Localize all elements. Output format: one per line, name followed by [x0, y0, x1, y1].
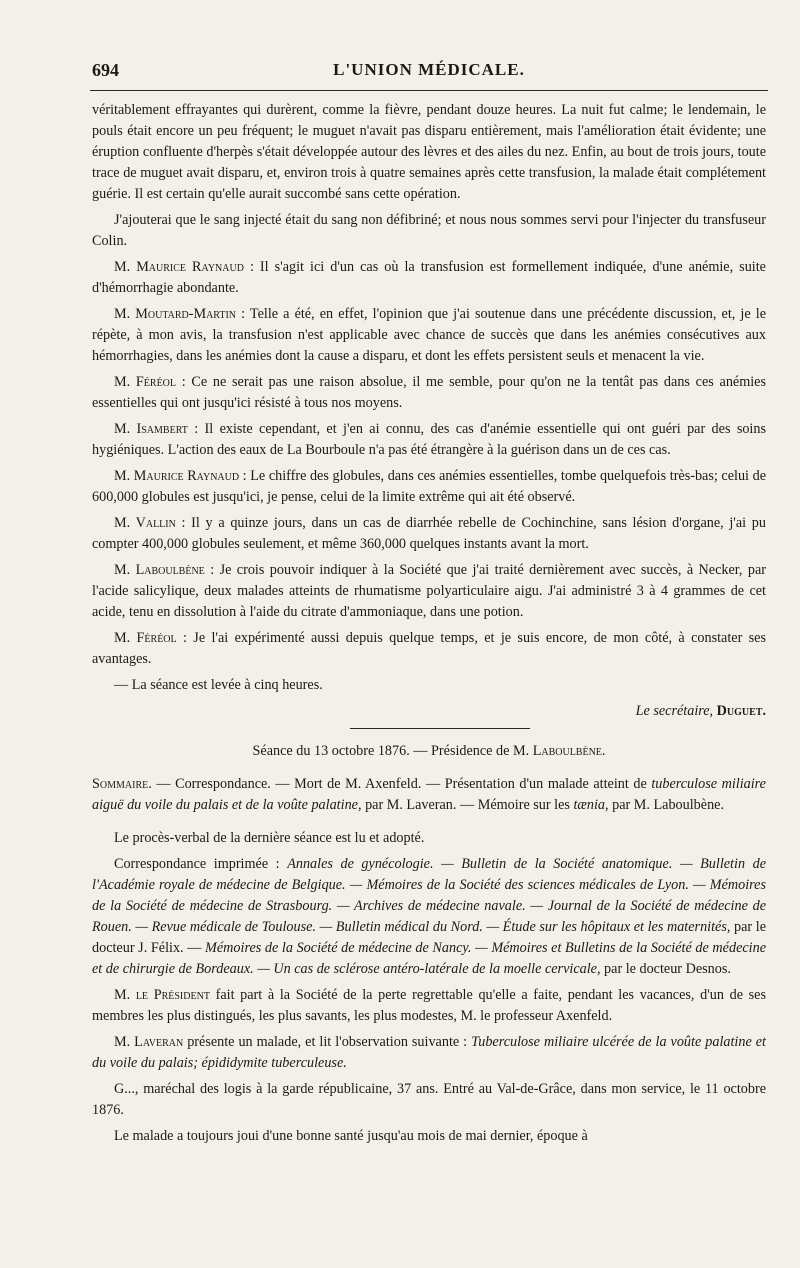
speech-text: Je l'ai expérimenté aussi depuis quelque temps, et je suis encore, de mon côté, à constater ses avantages.	[92, 630, 766, 667]
speech-text: Il y a quinze jours, dans un cas de diarrhée rebelle de Cochinchine, sans lésion d'organe, j'ai pu compter 400,000 globules seulement, et même 360,000 quelques instants avant la mort.	[92, 515, 766, 552]
session-date: Séance du 13 octobre 1876. — Présidence de M.	[252, 743, 533, 759]
speaker-name: M. Féréol :	[114, 374, 186, 390]
paragraph-isambert	[92, 419, 766, 461]
signature	[92, 701, 766, 722]
speech-text: Je crois pouvoir indiquer à la Société que j'ai traité dernièrement avec succès, à Necker, par l'acide salicylique, deux malades atteints de rhumatisme polyarticulaire aigu. J'ai administré 3 à 4 grammes de cet acide, tenu en dissolution à l'aide du citrate d'ammoniaque, dans une potion.	[92, 562, 766, 620]
running-title: L'UNION MÉDICALE.	[333, 60, 525, 79]
page-header	[92, 60, 766, 86]
correspondance-text: Correspondance imprimée :	[114, 856, 288, 872]
speech-text: présente un malade, et lit l'observation suivante :	[183, 1034, 472, 1050]
sommaire	[92, 774, 766, 816]
paragraph-raynaud-2	[92, 466, 766, 508]
speaker-name: M. Isambert :	[114, 421, 199, 437]
speech-text: Il existe cependant, et j'en ai connu, des cas d'anémie essentielle qui ont guéri par des soins hygiéniques. L'action des eaux de La Bourboule n'a pas été étrangère à la guérison dans un de ces cas.	[92, 421, 766, 458]
speaker-name: M. Laboulbène :	[114, 562, 215, 578]
paragraph-fereol-1	[92, 372, 766, 414]
header-rule	[90, 90, 768, 91]
section-separator	[350, 728, 530, 729]
paragraph-raynaud-1	[92, 257, 766, 299]
speech-text: Le chiffre des globules, dans ces anémies essentielles, tombe quelquefois très-bas; celui de 600,000 globules est jusqu'ici, je pense, celui de la limite extrême qui ait été observé.	[92, 468, 766, 505]
paragraph-vallin	[92, 513, 766, 555]
correspondance-italic: Annales de gynécologie. — Bulletin de la Société anatomique. — Bulletin de l'Académie royale de médecine de Belgique. — Mémoires de la Société des sciences médicales de Lyon. — Mémoires de la Société de médecine de Strasbourg. — Archives de médecine navale. — Journal de la Société de médecine de Rouen. — Revue médicale de Toulouse. — Bulletin médical du Nord. — Étude sur les hôpitaux et les maternités,	[92, 856, 766, 935]
sommaire-italic: tuberculose miliaire aiguë du voile du palais et de la voûte palatine	[92, 776, 766, 813]
correspondance-italic: Mémoires de la Société de médecine de Nancy. — Mémoires et Bulletins de la Société de médecine et de chirurgie de Bordeaux. — Un cas de sclérose antéro-latérale de la moelle cervicale,	[92, 940, 766, 977]
speech-text: fait part à la Société de la perte regrettable qu'elle a faite, pendant les vacances, d'un de ses membres les plus distingués, les plus savants, les plus modestes, M. le professeur Axenfeld.	[92, 987, 767, 1024]
session-president: Laboulbène.	[532, 743, 606, 759]
paragraph-moutard-martin	[92, 304, 766, 367]
speech-text: Telle a été, en effet, l'opinion que j'ai soutenue dans une précédente discussion, et, je le répète, à mon avis, la transfusion n'est applicable avec chance de succès que dans les anémies consécutives aux hémorrhagies, dans les anémies dont la cause a disparu, et dont les effets persistent seuls et menacent la vie.	[92, 306, 766, 364]
speech-text: Ce ne serait pas une raison absolue, il me semble, pour qu'on ne la tentât pas dans ces anémies essentielles qui ont jusqu'ici résisté à tous nos moyens.	[92, 374, 767, 411]
paragraph-laveran	[92, 1032, 766, 1074]
speaker-name: M. Laveran	[114, 1034, 184, 1050]
sommaire-text: , par M. Laboulbène.	[605, 797, 725, 813]
sommaire-italic: tænia	[573, 797, 606, 813]
speaker-name: M. Féréol :	[114, 630, 187, 646]
sommaire-text: , par M. Laveran. — Mémoire sur les	[357, 797, 574, 813]
sommaire-text: — Correspondance. — Mort de M. Axenfeld. — Présentation d'un malade atteint de	[151, 776, 652, 792]
signature-name: Duguet.	[716, 703, 766, 719]
speech-text: Il s'agit ici d'un cas où la transfusion est formellement indiquée, d'une anémie, suite d'hémorrhagie abondante.	[92, 259, 766, 296]
speaker-name: M. Maurice Raynaud :	[114, 259, 254, 275]
observation-title: Tuberculose miliaire ulcérée de la voûte palatine et du voile du palais; épididymite tuberculeuse.	[92, 1034, 766, 1071]
session-heading	[92, 741, 766, 762]
case-intro: G..., maréchal des logis à la garde républicaine, 37 ans. Entré au Val-de-Grâce, dans mon service, le 11 octobre 1876.	[92, 1081, 766, 1118]
speaker-name: M. Moutard-Martin :	[114, 306, 246, 322]
proces-verbal: Le procès-verbal de la dernière séance est lu et adopté.	[114, 830, 425, 846]
speaker-name: M. Vallin :	[114, 515, 186, 531]
page-body	[92, 100, 766, 1152]
speaker-name: M. le Président	[114, 987, 210, 1003]
correspondance-text: par le docteur Desnos.	[600, 961, 731, 977]
closing-line: — La séance est levée à cinq heures.	[114, 677, 323, 693]
paragraph-president	[92, 985, 766, 1027]
correspondance	[92, 854, 766, 980]
page-number: 694	[92, 60, 119, 80]
sommaire-label: Sommaire.	[92, 776, 152, 792]
signature-role: Le secrétaire,	[635, 703, 714, 719]
paragraph-transfuseur: J'ajouterai que le sang injecté était du sang non défibriné; et nous nous sommes servi pour l'injecter du transfuseur Colin.	[92, 212, 766, 249]
paragraph-continuation: véritablement effrayantes qui durèrent, comme la fièvre, pendant douze heures. La nuit fut calme; le lendemain, le pouls était encore un peu fréquent; le muguet n'avait pas disparu entièrement, mais l'amélioration était évidente; une éruption confluente d'herpès s'était développée autour des lèvres et des ailes du nez. Enfin, au bout de trois jours, toute trace de muguet avait disparu, et, environ trois à quatre semaines après cette transfusion, la malade était complétement guérie. Il est certain qu'elle aurait succombé sans cette opération.	[92, 102, 766, 202]
correspondance-text: par le docteur J. Félix. —	[92, 919, 766, 956]
paragraph-fereol-2	[92, 628, 766, 670]
paragraph-laboulbene	[92, 560, 766, 623]
speaker-name: M. Maurice Raynaud :	[114, 468, 247, 484]
case-history: Le malade a toujours joui d'une bonne santé jusqu'au mois de mai dernier, époque à	[114, 1128, 588, 1144]
